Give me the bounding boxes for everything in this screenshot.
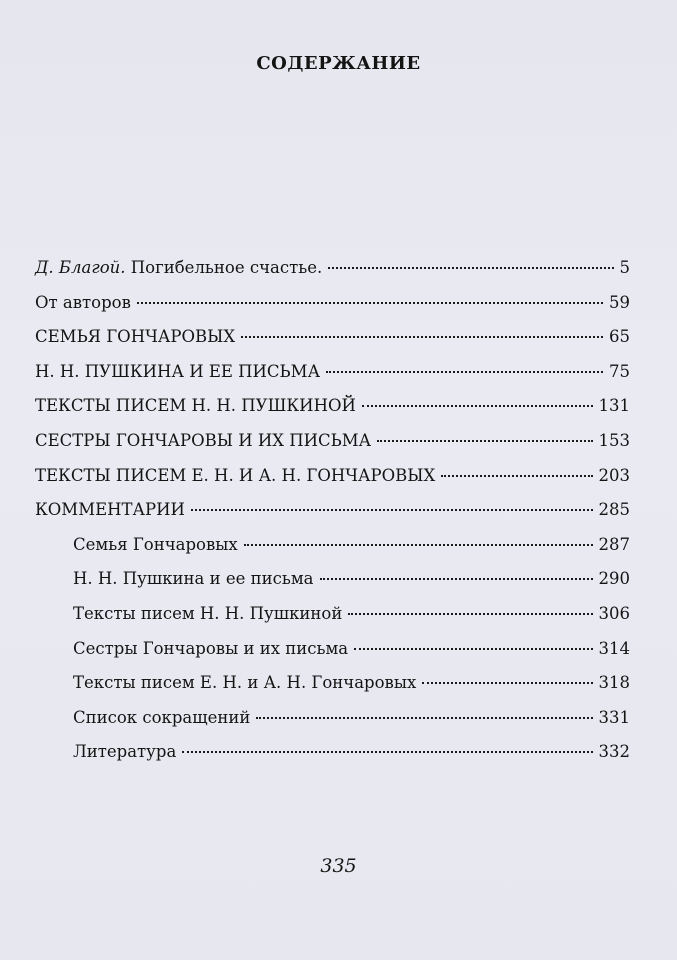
- leader-dots: [320, 578, 593, 580]
- toc-entry-page: 5: [619, 258, 630, 277]
- leader-dots: [354, 648, 592, 650]
- leader-dots: [348, 613, 592, 615]
- toc-entry: [35, 293, 630, 328]
- leader-dots: [377, 440, 592, 442]
- toc-entry-page: 203: [598, 465, 630, 485]
- toc-entry-page: 306: [598, 603, 630, 623]
- toc-entry: [35, 258, 630, 293]
- toc-entry-page: 287: [598, 534, 630, 554]
- leader-dots: [191, 509, 593, 511]
- toc-subentry: [35, 639, 630, 674]
- toc-entry-label: ТЕКСТЫ ПИСЕМ Н. Н. ПУШКИНОЙ: [35, 396, 356, 416]
- toc-subentry: [35, 535, 630, 570]
- toc-entry-page: 131: [598, 396, 630, 416]
- toc-entry-label: Н. Н. ПУШКИНА И ЕЕ ПИСЬМА: [35, 361, 321, 381]
- toc-entry-page: 314: [598, 638, 630, 658]
- page-number: 335: [320, 855, 357, 877]
- leader-dots: [244, 544, 593, 546]
- leader-dots: [422, 682, 592, 684]
- toc-entry-label: Н. Н. Пушкина и ее письма: [73, 569, 314, 589]
- toc-subentry: [35, 673, 630, 708]
- toc-entry: [35, 327, 630, 362]
- toc-entry-page: 59: [609, 292, 630, 312]
- leader-dots: [328, 267, 613, 269]
- leader-dots: [441, 475, 592, 477]
- toc-entry-label: [35, 258, 322, 277]
- toc-entry: [35, 466, 630, 501]
- toc-entry-page: 290: [598, 569, 630, 589]
- leader-dots: [256, 717, 592, 719]
- table-of-contents: [35, 258, 630, 777]
- toc-entry-page: 153: [598, 430, 630, 450]
- toc-entry-label: От авторов: [35, 292, 131, 312]
- page-title: СОДЕРЖАНИЕ: [256, 53, 421, 74]
- toc-entry: [35, 500, 630, 535]
- toc-entry-page: 318: [598, 673, 630, 693]
- toc-entry-label: КОММЕНТАРИИ: [35, 500, 185, 520]
- toc-entry-label: Семья Гончаровых: [73, 534, 238, 554]
- toc-entry-page: 331: [598, 707, 630, 727]
- toc-entry-title: Погибельное счастье.: [130, 258, 323, 277]
- toc-subentry: [35, 742, 630, 777]
- toc-entry: [35, 431, 630, 466]
- toc-subentry: [35, 604, 630, 639]
- toc-entry-label: Сестры Гончаровы и их письма: [73, 638, 349, 658]
- leader-dots: [326, 371, 603, 373]
- leader-dots: [362, 405, 593, 407]
- toc-entry-label: ТЕКСТЫ ПИСЕМ Е. Н. И А. Н. ГОНЧАРОВЫХ: [35, 465, 436, 485]
- leader-dots: [182, 751, 592, 753]
- toc-entry-label: Тексты писем Н. Н. Пушкиной: [73, 603, 343, 623]
- toc-subentry: [35, 569, 630, 604]
- toc-entry-label: Список сокращений: [73, 707, 251, 727]
- toc-entry: [35, 362, 630, 397]
- toc-entry-label: Литература: [73, 742, 177, 762]
- toc-entry-author: Д. Благой.: [35, 258, 126, 277]
- leader-dots: [137, 302, 603, 304]
- toc-entry-page: 75: [609, 361, 630, 381]
- toc-entry-page: 332: [598, 742, 630, 762]
- toc-entry-label: СЕМЬЯ ГОНЧАРОВЫХ: [35, 327, 236, 347]
- toc-entry-page: 65: [609, 327, 630, 347]
- toc-entry-label: СЕСТРЫ ГОНЧАРОВЫ И ИХ ПИСЬМА: [35, 430, 372, 450]
- leader-dots: [241, 336, 603, 338]
- toc-entry-label: Тексты писем Е. Н. и А. Н. Гончаровых: [73, 673, 417, 693]
- toc-entry-page: 285: [598, 500, 630, 520]
- toc-entry: [35, 396, 630, 431]
- toc-subentry: [35, 708, 630, 743]
